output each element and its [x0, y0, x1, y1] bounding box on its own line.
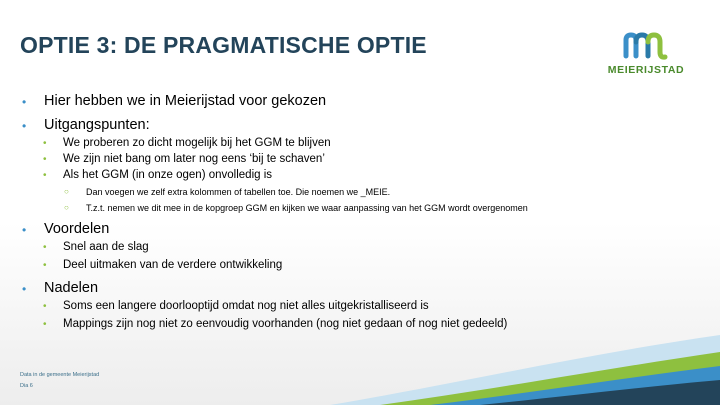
- bullet-dot-icon: •: [43, 242, 47, 253]
- bullet-dot-icon: •: [22, 223, 27, 237]
- slide-number: Dia 6: [20, 383, 33, 389]
- bullet-dot-icon: •: [22, 282, 27, 296]
- footer-text: Data in de gemeente Meierijstad: [20, 372, 100, 378]
- list-item-text: We zijn niet bang om later nog eens ‘bij te schaven’: [63, 153, 325, 165]
- bullet-dot-icon: •: [43, 138, 47, 149]
- bullet-dot-icon: •: [43, 154, 47, 165]
- bullet-dot-icon: •: [43, 301, 47, 312]
- list-item-text: Snel aan de slag: [63, 241, 149, 253]
- bullet-circle-icon: ○: [64, 187, 69, 196]
- bullet-dot-icon: •: [43, 319, 47, 330]
- bullet-dot-icon: •: [22, 95, 27, 109]
- list-item-text: We proberen zo dicht mogelijk bij het GGM te blijven: [63, 137, 331, 149]
- list-item-text: Mappings zijn nog niet zo eenvoudig voorhanden (nog niet gedaan of nog niet gedeeld): [63, 318, 508, 330]
- slide-title: OPTIE 3: DE PRAGMATISCHE OPTIE: [20, 32, 427, 58]
- bullet-dot-icon: •: [22, 119, 27, 133]
- logo-text: MEIERIJSTAD: [607, 64, 685, 76]
- list-item-text: Uitgangspunten:: [44, 117, 150, 133]
- list-item-text: Soms een langere doorlooptijd omdat nog niet alles uitgekristalliseerd is: [63, 300, 429, 312]
- list-item-text: T.z.t. nemen we dit mee in de kopgroep GGM en kijken we waar aanpassing van het GGM wordt overgenomen: [86, 203, 528, 213]
- list-item-text: Dan voegen we zelf extra kolommen of tabellen toe. Die noemen we _MEIE.: [86, 187, 391, 197]
- list-item-text: Hier hebben we in Meierijstad voor gekozen: [44, 93, 327, 109]
- list-item-text: Nadelen: [44, 280, 99, 296]
- list-item-text: Voordelen: [44, 221, 110, 237]
- list-item-text: Als het GGM (in onze ogen) onvolledig is: [63, 169, 273, 181]
- bullet-dot-icon: •: [43, 170, 47, 181]
- list-item-text: Deel uitmaken van de verdere ontwikkeling: [63, 259, 283, 271]
- bullet-circle-icon: ○: [64, 203, 69, 212]
- bullet-dot-icon: •: [43, 260, 47, 271]
